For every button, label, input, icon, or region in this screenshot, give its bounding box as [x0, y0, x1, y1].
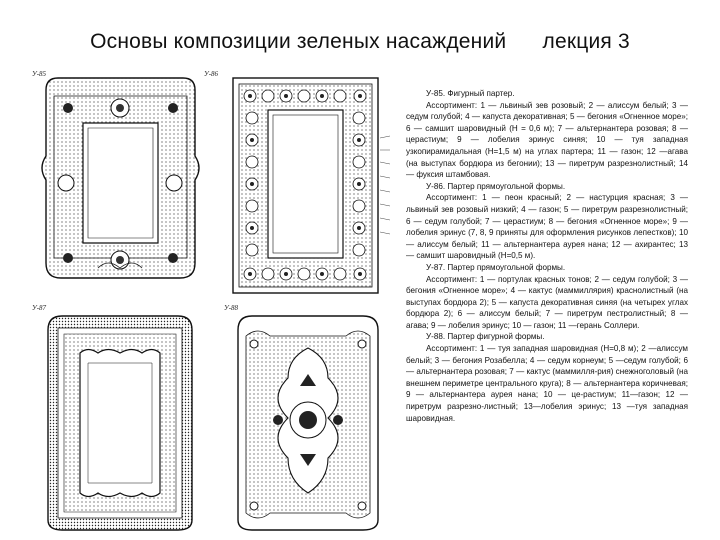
figure-label-u85: У-85	[32, 70, 47, 78]
parterre-drawings	[28, 68, 408, 533]
figure-label-u88: У-88	[224, 304, 239, 312]
figure-label-u87: У-87	[32, 304, 47, 312]
paragraph-u86-title: У-86. Партер прямоугольной формы.	[426, 181, 566, 191]
figure-u86	[233, 78, 390, 293]
figure-label-u86: У-86	[204, 70, 219, 78]
paragraph-u85-title: У-85. Фигурный партер.	[426, 89, 515, 98]
paragraph-u86-assortment: Ассортимент: 1 — пеон красный; 2 — настурция красная; 3 — львиный зев розовый низкий; 4 — газон; 5 — пиретрум разрезнолистный; 6 — седум голубой; 7 — церастиум; 8 — бегония «Огненное море»; 9 — лобелия эринус (7, 8, 9 приняты для оформления рисунков лепестков); 10 — алиссум белый; 11 — альтернантера аурея нана; 12 — ахирантес; 13 — самшит шаровидный (Н=0,5 м).	[406, 193, 688, 261]
page-title: Основы композиции зеленых насаждений лекция 3	[90, 30, 630, 53]
paragraph-u88-title: У-88. Партер фигурной формы.	[426, 332, 545, 342]
paragraph-u88-assortment: Ассортимент: 1 — туя западная шаровидная (Н=0,8 м); 2 —алиссум белый; 3 — бегония Розабелла; 4 — седум корнеум; 5 —седум голубой; 6 — альтернантера розовая; 7 — кактус (маммилля-рия) снежноголовый (на внешнем периметре центрального круга); 8 — альтернантера коричневая; 9 — альтернантера аурея нана; 10 — це-растиум; 11—газон; 12 — пиретрум разрезно-листный; 13—лобелия эринус; 13 —туя западная шаровидная.	[406, 344, 688, 423]
paragraph-u87-assortment: Ассортимент: 1 — портулак красных тонов; 2 — седум голубой; 3 — бегония «Огненное море»; 4 — кактус (маммиллярия) краснолистный (на выступах бордюра 2); 5 — капуста декоративная синяя (на четырех углах бордюра 2); 6 — алиссум белый; 7 — пиретрум пестролистный; 8 — агава; 9 — лобелия эринус; 10 — газон; 11 —герань Соллери.	[406, 274, 688, 330]
figure-u87	[48, 316, 192, 530]
paragraph-u85-assortment: Ассортимент: 1 — львиный зев розовый; 2 — алиссум белый; 3 — седум голубой; 4 — капуста декоративная; 5 — бегония «Огненное море»; 6 — самшит шаровидный (Н = 0,6 м); 7 — альтернантера розовая; 8 — церастиум; 9 — лобелия эринус синяя; 10 — туя западная узкопирамидальная (Н=1,5 м) на углах партера; 11 — газон; 12 —агава (на выступах бордюра из бегонии); 13 — пиретрум разрезнолистный; 14 — фуксия штамбовая.	[406, 100, 688, 180]
figure-u85	[42, 78, 199, 278]
figures-panel	[28, 68, 408, 533]
paragraph-u87-title: У-87. Партер прямоугольной формы.	[426, 262, 566, 272]
description-text	[406, 88, 688, 424]
figure-u88	[238, 316, 378, 530]
